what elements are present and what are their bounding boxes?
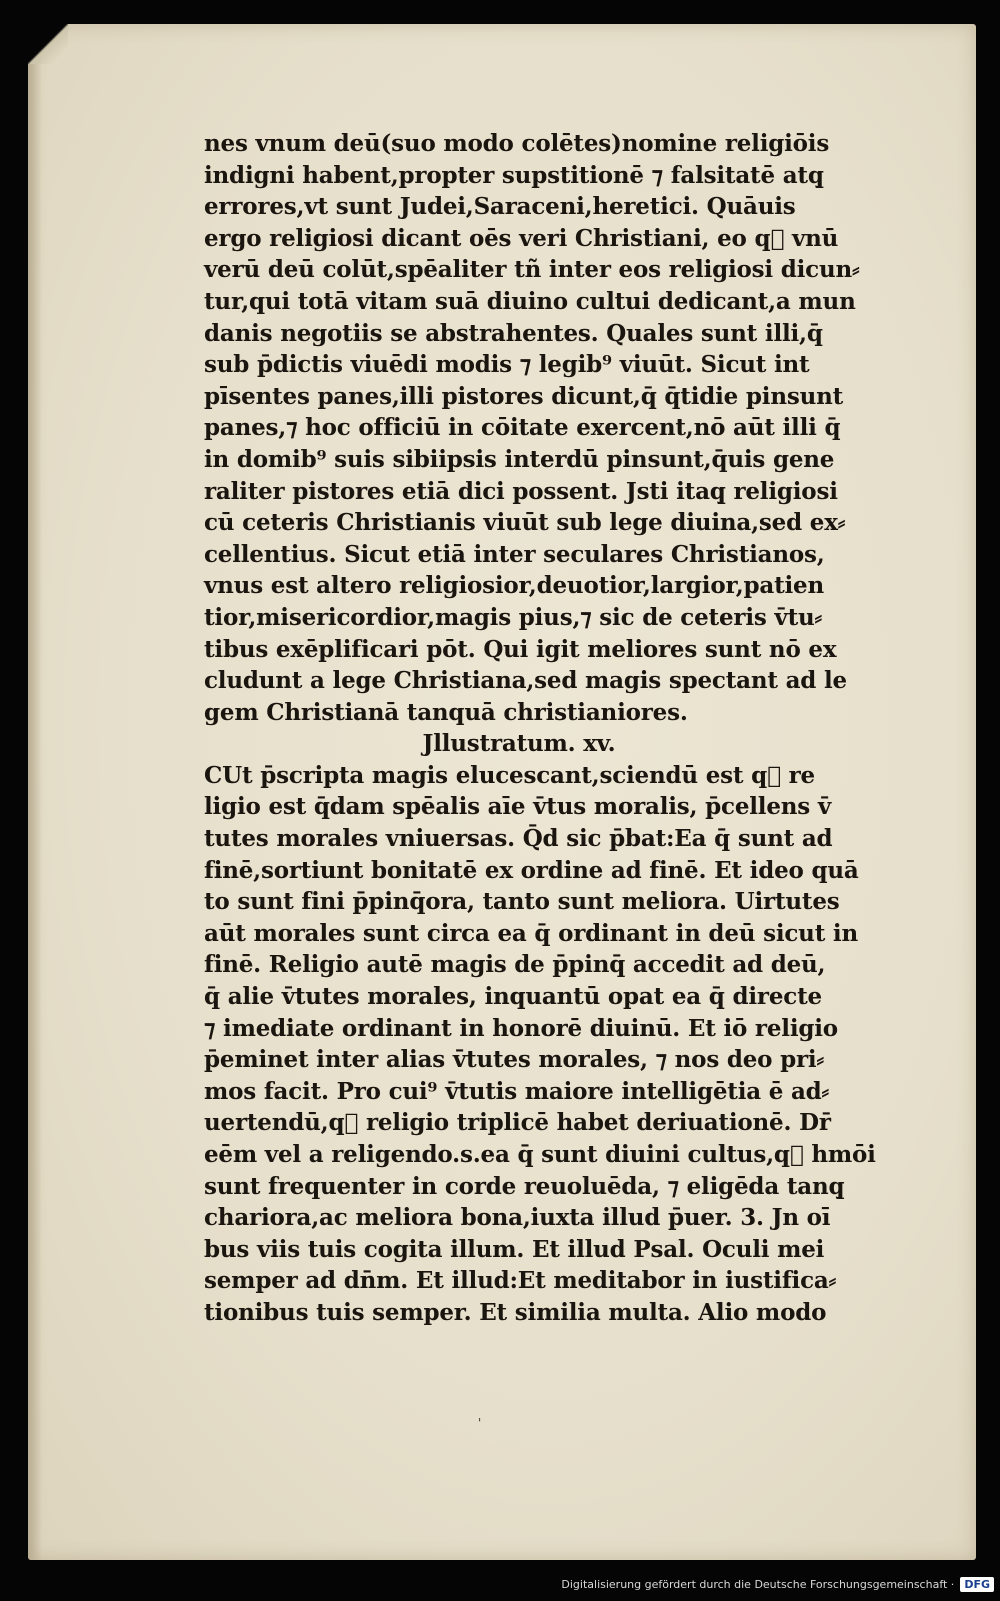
text-line: sub p̄dictis viuēdi modis ⁊ legib⁹ viuūt. Sicut int: [204, 351, 810, 379]
text-line: vnus est altero religiosior,deuotior,largior,patien: [204, 572, 825, 600]
text-line: tur,qui totā vitam suā diuino cultui dedicant,a mun: [204, 287, 856, 315]
text-line: gem Christianā tanquā christianiores.: [204, 698, 688, 726]
text-line: uertendū,q᷑ religio triplicē habet deriuationē. Dr̄: [204, 1109, 831, 1137]
text-line: to sunt fini p̄pinq̄ora, tanto sunt meliora. Uirtutes: [204, 888, 840, 916]
text-line: chariora,ac meliora bona,iuxta illud p̄uer. 3. Jn oī: [204, 1204, 831, 1232]
text-line: raliter pistores etiā dici possent. Jsti itaq̧ religiosi: [204, 477, 838, 505]
text-line: finē,sortiunt bonitatē ex ordine ad finē. Et ideo quā: [204, 856, 859, 884]
text-line: finē. Religio autē magis de p̄pinq̄ accedit ad deū,: [204, 951, 826, 979]
text-line: Ut p̄scripta magis elucescant,sciendū est q᷑ re: [222, 761, 815, 789]
credit-text: Digitalisierung gefördert durch die Deutsche Forschungsgemeinschaft ·: [561, 1577, 955, 1591]
text-column: [204, 128, 924, 1329]
dfg-logo: DFG: [960, 1577, 994, 1592]
text-line: sunt frequenter in corde reuoluēda, ⁊ eligēda tanq̧: [204, 1172, 845, 1200]
text-line: eēm vel a religendo.s.ea q̄ sunt diuini cultus,q᷑ hmōi: [204, 1141, 876, 1168]
text-line: tibus exēplificari pōt. Qui igit meliores sunt nō ex: [204, 635, 837, 663]
text-line-initial: [204, 760, 924, 792]
text-line: danis negotiis se abstrahentes. Quales sunt illi,q̄: [204, 319, 823, 347]
text-line: verū deū colūt,spēaliter tñ inter eos religiosi dicun⸗: [204, 256, 860, 284]
text-line: bus viis tuis cogita illum. Et illud Psal. Oculi mei: [204, 1235, 825, 1263]
text-line: pīsentes panes,illi pistores dicunt,q̄ q̄tidie pinsunt: [204, 382, 844, 410]
text-line: ligio est q̄dam spēalis aīe v̄tus moralis, p̄cellens v̄: [204, 793, 832, 821]
page-corner-fold: [28, 24, 68, 64]
text-line: semper ad dn̄m. Et illud:Et meditabor in iustifica⸗: [204, 1267, 837, 1295]
text-line: indigni habent,propter supstitionē ⁊ falsitatē atq̧: [204, 161, 824, 189]
book-page: [28, 24, 976, 1560]
ink-mark: ': [478, 1416, 482, 1430]
text-line: q̄ alie v̄tutes morales, inquantū opat ea q̄ directe: [204, 983, 822, 1011]
text-line: ⁊ imediate ordinant in honorē diuinū. Et iō religio: [204, 1014, 838, 1042]
text-line: cludunt a lege Christiana,sed magis spectant ad le: [204, 667, 847, 695]
text-line: panes,⁊ hoc officiū in cōitate exercent,nō aūt illi q̄: [204, 414, 841, 442]
section-heading: Jllustratum. xv.: [422, 730, 616, 758]
page-binding-edge: [28, 24, 42, 1560]
text-line: cellentius. Sicut etiā inter seculares Christianos,: [204, 540, 825, 568]
text-line: aūt morales sunt circa ea q̄ ordinant in deū sicut in: [204, 919, 858, 947]
text-line: tior,misericordior,magis pius,⁊ sic de ceteris v̄tu⸗: [204, 603, 822, 631]
text-line: nes vnum deū(suo modo colētes)nomine religiōis: [204, 130, 830, 157]
text-line: mos facit. Pro cui⁹ v̄tutis maiore intelligētia ē ad⸗: [204, 1077, 830, 1105]
text-line: p̄eminet inter alias v̄tutes morales, ⁊ nos deo pri⸗: [204, 1046, 824, 1074]
text-line: in domib⁹ suis sibiipsis interdū pinsunt,q̄uis gene: [204, 445, 835, 473]
text-line: errores,vt sunt Judei,Saraceni,heretici. Quāuis: [204, 193, 796, 221]
text-line: tutes morales vniuersas. Q̄d sic p̄bat:Ea q̄ sunt ad: [204, 825, 833, 853]
digitization-credit: [561, 1571, 994, 1597]
text-line: ergo religiosi dicant oēs veri Christiani, eo q᷑ vnū: [204, 224, 839, 252]
text-line: cū ceteris Christianis viuūt sub lege diuina,sed ex⸗: [204, 509, 846, 537]
drop-initial: C: [204, 761, 223, 789]
text-line: tionibus tuis semper. Et similia multa. Alio modo: [204, 1298, 827, 1326]
